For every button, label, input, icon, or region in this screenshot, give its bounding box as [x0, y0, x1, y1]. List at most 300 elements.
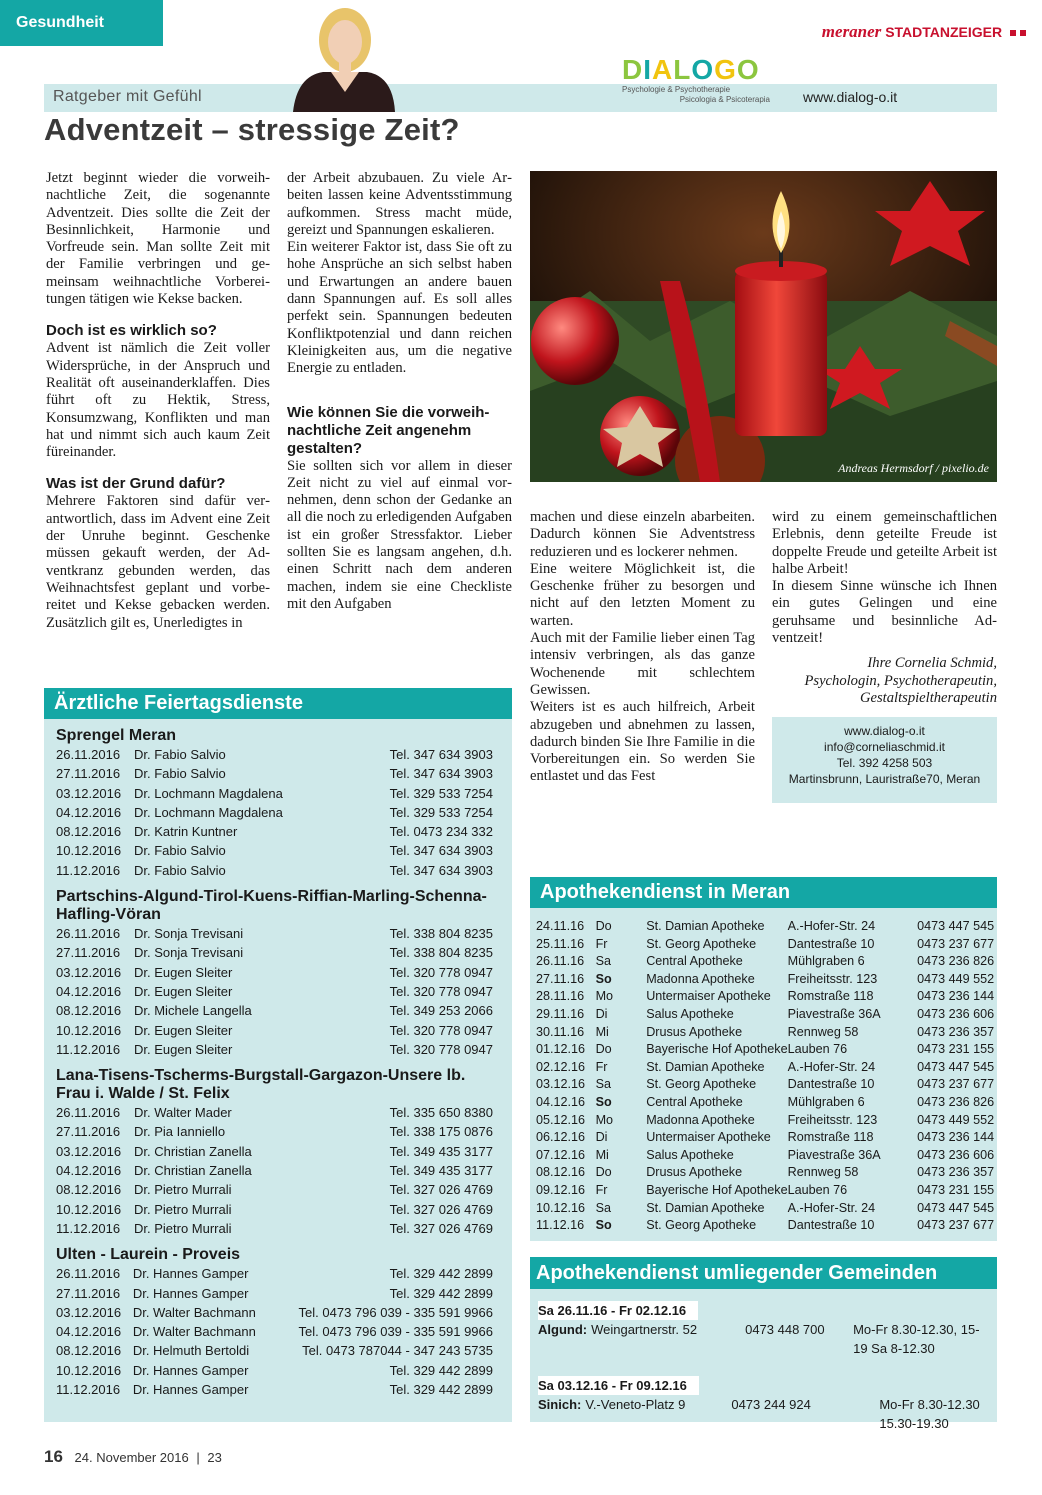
pharmacy-phone: 0473 236 144 — [917, 989, 995, 1004]
weekday: Di — [595, 1130, 608, 1145]
service-date: 10.12.2016 — [56, 1201, 122, 1217]
service-date: 03.12.16 — [536, 1077, 586, 1092]
issue-number: 23 — [207, 1450, 222, 1465]
article-column-2 — [287, 170, 512, 613]
doctor-phone: Tel. 329 442 2899 — [389, 1266, 493, 1282]
pharmacy-address: A.-Hofer-Str. 24 — [787, 1059, 876, 1074]
masthead-square — [1020, 30, 1026, 36]
pharmacy-address: A.-Hofer-Str. 24 — [787, 919, 876, 933]
contact-address: Martinsbrunn, Lauristraße70, Meran — [788, 772, 981, 786]
pharmacy-name: Drusus Apotheke — [646, 1024, 743, 1039]
pharmacy-phone: 0473 447 545 — [917, 1059, 995, 1074]
masthead-title: STADTANZEIGER — [885, 24, 1003, 40]
nearby-block — [538, 1376, 991, 1433]
pharmacy-address: Dantestraße 10 — [787, 1077, 875, 1092]
table-row — [56, 943, 493, 962]
author-portrait — [283, 0, 401, 112]
pharmacy-address: Lauben 76 — [787, 1182, 848, 1197]
table-row — [56, 1361, 493, 1380]
district-title: Sprengel Meran — [56, 727, 177, 744]
pharmacy-phone: 0473 236 606 — [917, 1006, 995, 1021]
contact-phone: Tel. 392 4258 503 — [836, 756, 933, 770]
logo-letter: D — [622, 54, 644, 85]
service-date: 02.12.16 — [536, 1059, 586, 1074]
table-row — [56, 1103, 493, 1122]
weekday: Fr — [595, 936, 608, 951]
contact-box — [772, 717, 997, 803]
table-row — [56, 924, 493, 943]
doctor-phone: Tel. 0473 796 039 - 335 591 9966 — [298, 1304, 493, 1320]
weekday: So — [595, 1218, 612, 1233]
doctor-phone: Tel. 329 442 2899 — [389, 1285, 493, 1301]
pharmacy-phone: 0473 236 357 — [917, 1165, 995, 1180]
table-row — [56, 841, 493, 860]
pharmacy-phone: 0473 236 357 — [917, 1024, 995, 1039]
district-title: Lana-Tisens-Tscherms-Burgstall-Gargazon-Unsere lb. Frau i. Walde / St. Felix — [56, 1067, 466, 1103]
table-row — [536, 918, 997, 936]
pharmacy-address: Romstraße 118 — [787, 1130, 874, 1145]
doctor-name: Dr. Pia Ianniello — [134, 1124, 226, 1140]
nearby-details — [538, 1395, 991, 1433]
service-date: 28.11.16 — [536, 989, 585, 1004]
doctor-name: Dr. Hannes Gamper — [132, 1285, 249, 1301]
article-column-1 — [46, 170, 270, 632]
nearby-pharmacy-title: Apothekendienst umliegender Gemeinden — [530, 1257, 997, 1289]
nearby-block — [538, 1301, 991, 1358]
pharmacy-phone: 0473 236 826 — [917, 954, 995, 969]
pharmacy-phone: 0473 237 677 — [917, 1218, 995, 1233]
advent-candle-photo — [530, 171, 997, 482]
paragraph: wird zu einem gemeinschaftlichen Erlebnis, denn geteilte Freude ist doppelte Freude und geteilte Arbeit ist halbe Arbeit! — [772, 509, 997, 577]
pharmacy-address: Romstraße 118 — [787, 989, 874, 1004]
pharmacy-address: Rennweg 58 — [787, 1024, 859, 1039]
pharmacy-phone: 0473 449 552 — [917, 1112, 995, 1127]
pharmacy-name: Central Apotheke — [646, 1094, 743, 1109]
service-date: 08.12.2016 — [56, 824, 122, 840]
pharmacy-name: Salus Apotheke — [646, 1006, 734, 1021]
table-row — [56, 1322, 493, 1341]
page-footer — [44, 1447, 222, 1467]
service-date: 04.12.16 — [536, 1094, 586, 1109]
doctor-name: Dr. Eugen Sleiter — [134, 964, 233, 980]
paragraph: Weiters ist es auch hilfreich, Arbeit abzugeben und abnehmen zu lassen, dadurch binden Sie Ihre Familie in die Vorbereitungen ein. So werden Sie entlastet und das Fest — [530, 699, 755, 785]
weekday: Mi — [595, 1024, 609, 1039]
service-date: 04.12.2016 — [56, 1324, 122, 1340]
nearby-pharmacy-panel — [530, 1257, 997, 1431]
pharmacy-name: Central Apotheke — [646, 954, 743, 969]
doctor-name: Dr. Fabio Salvio — [134, 862, 226, 878]
service-date: 25.11.16 — [536, 936, 585, 951]
dialogo-tagline — [622, 85, 770, 105]
service-date: 08.12.16 — [536, 1165, 586, 1180]
pharmacy-phone: 0473 449 552 — [917, 971, 995, 986]
service-date: 29.11.16 — [536, 1006, 585, 1021]
nearby-place: Algund: — [538, 1322, 588, 1337]
pharmacy-name: Bayerische Hof Apotheke — [646, 1042, 788, 1057]
doctor-name: Dr. Christian Zanella — [134, 1143, 252, 1159]
service-date: 05.12.16 — [536, 1112, 586, 1127]
service-date: 04.12.2016 — [56, 1163, 122, 1179]
doctor-phone: Tel. 349 435 3177 — [389, 1143, 493, 1159]
service-date: 11.12.2016 — [56, 1041, 121, 1057]
doctor-phone: Tel. 0473 787044 - 347 243 5735 — [302, 1343, 493, 1359]
article-headline: Adventzeit – stressige Zeit? — [44, 112, 460, 147]
doctors-groups — [44, 719, 512, 1399]
table-row — [536, 1024, 997, 1042]
pharmacy-address: Piavestraße 36A — [787, 1147, 881, 1162]
doctor-name: Dr. Eugen Sleiter — [134, 983, 233, 999]
masthead — [822, 22, 1026, 42]
doctor-phone: Tel. 349 435 3177 — [389, 1163, 493, 1179]
paragraph: Ein weiterer Faktor ist, dass Sie oft zu hohe Ansprüche an sich selbst haben und Erwartungen an andere bauen dann Spannungen auf. Es soll alles perfekt sein. Spannungen bedeuten Konfliktpotenzial und dann reichen Kleinigkeiten aus, um die negative Energie zu entladen. — [287, 239, 512, 377]
paragraph: Eine weitere Möglichkeit ist, die Geschenke früher zu besorgen und nicht auf den letzten Moment zu warten. — [530, 560, 755, 629]
pharmacy-panel — [530, 877, 997, 1241]
pharmacy-name: Untermaiser Apotheke — [646, 1130, 771, 1145]
doctor-name: Dr. Lochmann Magdalena — [134, 804, 283, 820]
table-row — [56, 1303, 493, 1322]
pharmacy-name: Madonna Apotheke — [646, 971, 755, 986]
paragraph: machen und diese einzeln abarbeiten. Dadurch können Sie Adventstress reduzieren und es lockerer nehmen. — [530, 509, 755, 560]
doctors-table — [56, 1264, 493, 1399]
service-date: 26.11.2016 — [56, 926, 121, 942]
masthead-square — [1010, 30, 1016, 36]
paragraph: Jetzt beginnt wieder die vorweihnachtliche Zeit, die sogenannte Adventzeit. Dies sollte die Zeit der Besinnlichkeit, Harmonie und Vorfreude sein. Man sollte Zeit mit der Familie verbringen und gemeinsam weihnachtliche Vorbereitungen tätigen wie Kekse backen. — [46, 170, 270, 308]
doctor-phone: Tel. 347 634 3903 — [389, 862, 493, 878]
contact-email[interactable]: info@corneliaschmid.it — [824, 740, 945, 754]
nearby-phone: 0473 244 924 — [731, 1397, 811, 1412]
doctor-name: Dr. Walter Mader — [134, 1105, 232, 1121]
nearby-place: Sinich: — [538, 1397, 582, 1412]
paragraph: der Arbeit abzubauen. Zu viele Arbeiten lassen keine Adventsstimmung aufkommen. Stress macht müde, gereizt und Spannungen eskalieren. — [287, 170, 512, 238]
doctor-name: Dr. Hannes Gamper — [132, 1362, 249, 1378]
doctor-name: Dr. Fabio Salvio — [134, 747, 226, 762]
service-date: 08.12.2016 — [56, 1003, 122, 1019]
pharmacy-name: Untermaiser Apotheke — [646, 989, 771, 1004]
doctor-name: Dr. Pietro Murrali — [134, 1182, 232, 1198]
service-date: 09.12.16 — [536, 1182, 586, 1197]
doctor-name: Dr. Eugen Sleiter — [134, 1022, 233, 1038]
service-date: 10.12.2016 — [56, 1022, 122, 1038]
table-row — [536, 1147, 997, 1165]
pharmacy-address: Freiheitsstr. 123 — [787, 971, 878, 986]
doctor-name: Dr. Walter Bachmann — [132, 1304, 256, 1320]
doctor-phone: Tel. 327 026 4769 — [389, 1220, 493, 1236]
pharmacy-address: Dantestraße 10 — [787, 1218, 875, 1233]
service-date: 27.11.2016 — [56, 1285, 121, 1301]
doctor-phone: Tel. 347 634 3903 — [389, 843, 493, 859]
page-number: 16 — [44, 1447, 63, 1466]
table-row — [56, 745, 493, 764]
weekday: Fr — [595, 1182, 608, 1197]
doctor-phone: Tel. 320 778 0947 — [389, 1041, 493, 1057]
service-date: 27.11.2016 — [56, 945, 121, 961]
logo-letter: L — [673, 54, 692, 85]
pharmacy-phone: 0473 447 545 — [917, 919, 995, 933]
subheading: Was ist der Grund dafür? — [46, 475, 226, 493]
doctor-name: Dr. Christian Zanella — [134, 1163, 252, 1179]
pharmacy-table — [536, 918, 997, 1235]
service-date: 10.12.2016 — [56, 843, 122, 859]
doctor-phone: Tel. 347 634 3903 — [389, 747, 493, 762]
section-tag: Gesundheit — [0, 0, 163, 46]
pharmacy-phone: 0473 236 144 — [917, 1130, 995, 1145]
doctor-phone: Tel. 329 442 2899 — [389, 1382, 493, 1398]
table-row — [536, 1200, 997, 1218]
doctor-phone: Tel. 320 778 0947 — [389, 964, 493, 980]
pharmacy-address: A.-Hofer-Str. 24 — [787, 1200, 876, 1215]
table-row — [56, 1040, 493, 1059]
table-row — [56, 1001, 493, 1020]
pharmacy-phone: 0473 231 155 — [917, 1042, 995, 1057]
weekday: Sa — [595, 1200, 611, 1215]
weekday: Do — [595, 919, 612, 933]
doctor-name: Dr. Fabio Salvio — [134, 843, 226, 859]
pharmacy-name: St. Damian Apotheke — [646, 1059, 765, 1074]
paragraph: Sie sollten sich vor allem in dieser Zeit nicht zu viel auf einmal vornehmen, denn schon der Gedanke an all die noch zu erledigenden Aufgaben ist ein großer Stressfaktor. Lieber sollten Sie es langsam angehen, d.h. einen Schritt nach dem anderen machen, indem sie eine Checkliste mit den Aufgaben — [287, 457, 512, 612]
logo-letter: G — [714, 54, 737, 85]
table-row — [536, 936, 997, 954]
service-date: 03.12.2016 — [56, 1143, 122, 1159]
doctor-phone: Tel. 338 804 8235 — [389, 926, 493, 942]
table-row — [536, 953, 997, 971]
doctor-name: Dr. Pietro Murrali — [134, 1201, 232, 1217]
doctor-phone: Tel. 327 026 4769 — [389, 1201, 493, 1217]
service-date: 08.12.2016 — [56, 1182, 122, 1198]
pharmacy-name: Madonna Apotheke — [646, 1112, 755, 1127]
doctor-phone: Tel. 329 533 7254 — [389, 804, 493, 820]
pharmacy-phone: 0473 236 606 — [917, 1147, 995, 1162]
table-row — [56, 1180, 493, 1199]
tagline-de: Psychologie & Psychotherapie — [622, 85, 731, 94]
pharmacy-address: Dantestraße 10 — [787, 936, 875, 951]
service-date: 11.12.2016 — [56, 862, 121, 878]
table-row — [536, 1041, 997, 1059]
doctor-name: Dr. Pietro Murrali — [134, 1220, 232, 1236]
table-row — [536, 1094, 997, 1112]
service-date: 06.12.16 — [536, 1130, 586, 1145]
signature-line: Ihre Cornelia Schmid, — [867, 655, 997, 672]
doctor-name: Dr. Helmuth Bertoldi — [132, 1343, 250, 1359]
signature-line: Gestaltspieltherapeutin — [859, 689, 997, 706]
doctor-name: Dr. Lochmann Magdalena — [134, 785, 283, 801]
pharmacy-address: Rennweg 58 — [787, 1165, 859, 1180]
table-row — [536, 1129, 997, 1147]
logo-letter: O — [691, 54, 715, 85]
pharmacy-address: Mühlgraben 6 — [787, 1094, 865, 1109]
pharmacy-name: St. Damian Apotheke — [646, 1200, 765, 1215]
signature-line: Psychologin, Psychotherapeutin, — [804, 672, 997, 689]
nearby-pharmacy-blocks — [530, 1289, 997, 1433]
service-date: 11.12.2016 — [56, 1220, 121, 1236]
doctors-table — [56, 924, 493, 1059]
weekday: Mi — [595, 1147, 609, 1162]
table-row — [56, 1021, 493, 1040]
service-date: 27.11.2016 — [56, 766, 121, 782]
pharmacy-phone: 0473 237 677 — [917, 936, 995, 951]
doctor-phone: Tel. 335 650 8380 — [389, 1105, 493, 1121]
service-date: 03.12.2016 — [56, 785, 122, 801]
table-row — [536, 1006, 997, 1024]
table-row — [56, 1142, 493, 1161]
table-row — [56, 1200, 493, 1219]
table-row — [56, 1264, 493, 1283]
website-link[interactable]: www.dialog-o.it — [803, 89, 898, 105]
footer-separator: | — [196, 1450, 200, 1465]
table-row — [56, 1219, 493, 1238]
service-date: 08.12.2016 — [56, 1343, 122, 1359]
doctor-name: Dr. Katrin Kuntner — [134, 824, 238, 840]
table-row — [536, 1112, 997, 1130]
table-row — [536, 988, 997, 1006]
weekday: Mo — [595, 1112, 614, 1127]
pharmacy-phone: 0473 237 677 — [917, 1077, 995, 1092]
nearby-phone: 0473 448 700 — [745, 1322, 825, 1337]
service-date: 07.12.16 — [536, 1147, 586, 1162]
table-row — [56, 784, 493, 803]
doctor-phone: Tel. 327 026 4769 — [389, 1182, 493, 1198]
table-row — [56, 861, 493, 880]
nearby-address: V.-Veneto-Platz 9 — [585, 1397, 686, 1412]
logo-letter: A — [652, 54, 674, 85]
pharmacy-name: Bayerische Hof Apotheke — [646, 1182, 788, 1197]
doctor-phone: Tel. 0473 796 039 - 335 591 9966 — [298, 1324, 493, 1340]
pharmacy-name: St. Georg Apotheke — [646, 936, 757, 951]
paragraph: Advent ist nämlich die Zeit voller Widersprüche, in der Anspruch und Realität oft auseinanderklaffen. Dies führt oft zu Hektik, Stress, Konsumzwang, Konflikten und man hat und nimmt sich auch kaum Zeit füreinander. — [46, 340, 270, 461]
paragraph: In diesem Sinne wünsche ich Ihnen ein gutes Gelingen und eine geruhsame und besinnliche Adventzeit! — [772, 578, 997, 647]
weekday: Mo — [595, 989, 614, 1004]
logo-letter: I — [643, 54, 653, 85]
article-column-4 — [772, 509, 997, 707]
weekday: Sa — [595, 1077, 611, 1092]
pharmacy-address: Freiheitsstr. 123 — [787, 1112, 878, 1127]
service-date: 27.11.2016 — [56, 1124, 121, 1140]
pharmacy-name: St. Georg Apotheke — [646, 1077, 757, 1092]
service-period: Sa 03.12.16 - Fr 09.12.16 — [538, 1376, 699, 1395]
article-column-3 — [530, 509, 755, 786]
doctor-phone: Tel. 338 804 8235 — [389, 945, 493, 961]
service-date: 03.12.2016 — [56, 1304, 122, 1320]
pharmacy-name: St. Georg Apotheke — [646, 1218, 757, 1233]
service-date: 27.11.16 — [536, 971, 585, 986]
table-row — [536, 1217, 997, 1235]
pharmacy-name: Drusus Apotheke — [646, 1165, 743, 1180]
service-date: 30.11.16 — [536, 1024, 585, 1039]
masthead-name: meraner — [821, 22, 882, 41]
service-date: 04.12.2016 — [56, 983, 122, 999]
pharmacy-name: Salus Apotheke — [646, 1147, 734, 1162]
pharmacy-name: St. Damian Apotheke — [646, 919, 765, 933]
pharmacy-address: Lauben 76 — [787, 1042, 848, 1057]
service-date: 04.12.2016 — [56, 804, 122, 820]
doctors-table — [56, 745, 493, 880]
weekday: Do — [595, 1042, 612, 1057]
subheading: Wie können Sie die vorweihnachtliche Zeit angenehm gestalten? — [287, 403, 490, 457]
doctor-phone: Tel. 0473 234 332 — [389, 824, 493, 840]
service-date: 11.12.2016 — [56, 1382, 121, 1398]
dialogo-logo — [622, 54, 760, 86]
table-row — [56, 803, 493, 822]
table-row — [536, 1076, 997, 1094]
table-row — [56, 982, 493, 1001]
nearby-hours: Mo-Fr 8.30-12.30, 15-19 Sa 8-12.30 — [853, 1322, 980, 1356]
table-row — [56, 1161, 493, 1180]
photo-credit: Andreas Hermsdorf / pixelio.de — [838, 461, 989, 475]
doctors-panel-title: Ärztliche Feiertagsdienste — [44, 688, 512, 719]
logo-letter: O — [736, 54, 760, 85]
service-date: 11.12.16 — [536, 1218, 585, 1233]
weekday: So — [595, 1094, 612, 1109]
service-date: 26.11.2016 — [56, 1266, 121, 1282]
service-period: Sa 26.11.16 - Fr 02.12.16 — [538, 1301, 698, 1320]
pharmacy-phone: 0473 236 826 — [917, 1094, 995, 1109]
district-title: Ulten - Laurein - Proveis — [56, 1246, 241, 1264]
table-row — [56, 764, 493, 783]
tagline-it: Psicologia & Psicoterapia — [679, 95, 770, 104]
pharmacy-address: Piavestraße 36A — [787, 1006, 881, 1021]
doctor-name: Dr. Walter Bachmann — [132, 1324, 256, 1340]
table-row — [536, 1182, 997, 1200]
doctors-table — [56, 1103, 493, 1238]
service-date: 26.11.2016 — [56, 747, 121, 762]
doctor-phone: Tel. 349 253 2066 — [389, 1003, 493, 1019]
doctor-name: Dr. Sonja Trevisani — [134, 945, 244, 961]
district-title: Partschins-Algund-Tirol-Kuens-Riffian-Marling-Schenna-Hafling-Vöran — [56, 888, 487, 924]
doctor-name: Dr. Eugen Sleiter — [134, 1041, 233, 1057]
doctor-phone: Tel. 347 634 3903 — [389, 766, 493, 782]
weekday: Fr — [595, 1059, 608, 1074]
table-row — [56, 1122, 493, 1141]
table-row — [536, 1059, 997, 1077]
table-row — [56, 963, 493, 982]
pharmacy-address: Mühlgraben 6 — [787, 954, 865, 969]
issue-date: 24. November 2016 — [74, 1450, 189, 1465]
nearby-details — [538, 1320, 991, 1358]
table-row — [56, 822, 493, 841]
weekday: Do — [595, 1165, 612, 1180]
subheading: Doch ist es wirklich so? — [46, 322, 217, 340]
paragraph: Auch mit der Familie lieber einen Tag intensiv verbringen, als das ganze Wochenende mit schlechtem Gewissen. — [530, 630, 755, 698]
rubric: Ratgeber mit Gefühl — [53, 88, 202, 105]
doctors-panel — [44, 688, 512, 1422]
table-row — [56, 1284, 493, 1303]
pharmacy-phone: 0473 231 155 — [917, 1182, 995, 1197]
table-row — [536, 1164, 997, 1182]
doctor-phone: Tel. 320 778 0947 — [389, 1022, 493, 1038]
service-date: 03.12.2016 — [56, 964, 122, 980]
table-row — [56, 1341, 493, 1360]
service-date: 10.12.16 — [536, 1200, 586, 1215]
service-date: 10.12.2016 — [56, 1362, 122, 1378]
doctor-name: Dr. Fabio Salvio — [134, 766, 226, 782]
contact-website[interactable]: www.dialog-o.it — [844, 724, 925, 738]
weekday: Sa — [595, 954, 611, 969]
pharmacy-panel-title: Apothekendienst in Meran — [530, 877, 997, 908]
table-row — [536, 971, 997, 989]
pharmacy-phone: 0473 447 545 — [917, 1200, 995, 1215]
doctor-phone: Tel. 329 533 7254 — [389, 785, 493, 801]
weekday: So — [595, 971, 612, 986]
service-date: 24.11.16 — [536, 919, 585, 933]
doctor-phone: Tel. 338 175 0876 — [389, 1124, 493, 1140]
service-date: 26.11.16 — [536, 954, 585, 969]
nearby-hours: Mo-Fr 8.30-12.30 15.30-19.30 — [879, 1397, 980, 1431]
doctor-name: Dr. Hannes Gamper — [132, 1266, 249, 1282]
doctor-name: Dr. Sonja Trevisani — [134, 926, 244, 942]
doctor-name: Dr. Michele Langella — [134, 1003, 252, 1019]
doctor-phone: Tel. 329 442 2899 — [389, 1362, 493, 1378]
service-date: 26.11.2016 — [56, 1105, 121, 1121]
service-date: 01.12.16 — [536, 1042, 586, 1057]
